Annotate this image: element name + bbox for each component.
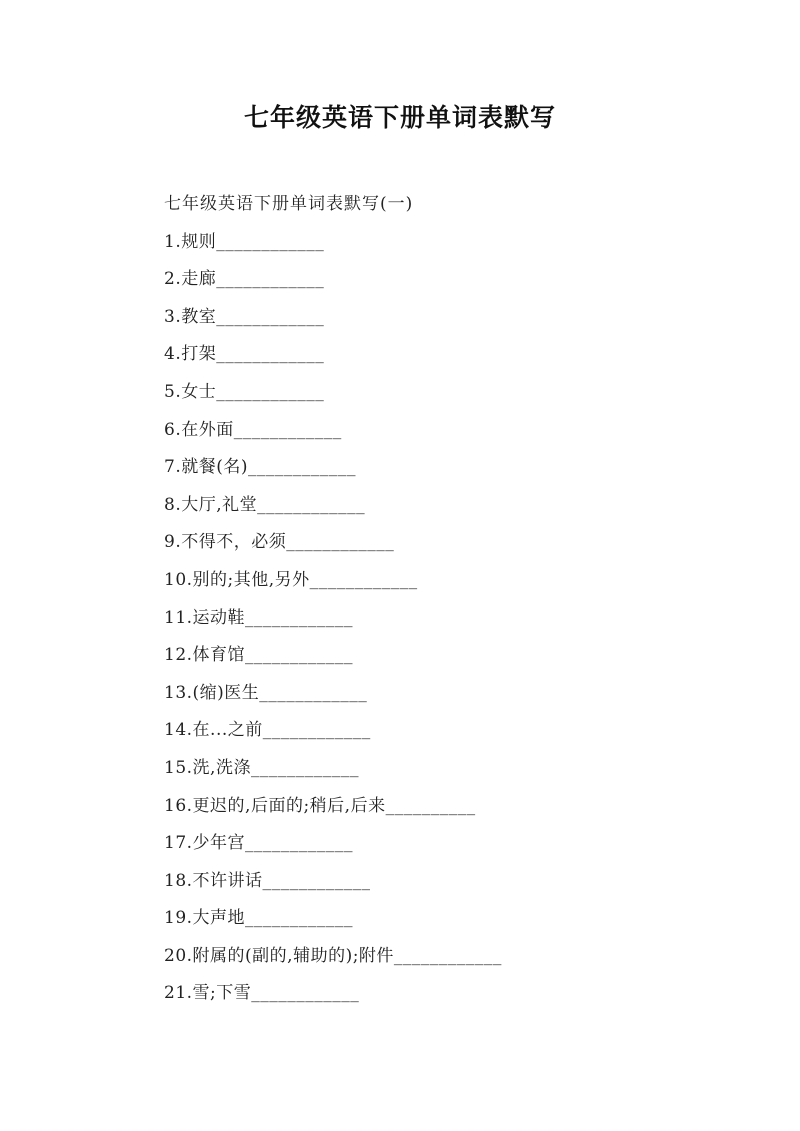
- vocab-item: 3.教室____________: [164, 306, 325, 327]
- document-title: 七年级英语下册单词表默写: [243, 103, 556, 132]
- vocab-item: 12.体育馆____________: [164, 645, 354, 666]
- vocab-item: 14.在...之前____________: [164, 720, 371, 741]
- vocab-item: 2.走廊____________: [164, 269, 325, 290]
- vocab-item: 21.雪;下雪____________: [164, 983, 360, 1004]
- vocab-item: 18.不许讲话____________: [164, 870, 371, 891]
- vocab-item: 5.女士____________: [164, 381, 325, 402]
- vocab-item: 9.不得不，必须____________: [164, 532, 395, 553]
- vocab-item: 1.规则____________: [164, 231, 325, 252]
- vocab-item: 4.打架____________: [164, 344, 325, 365]
- section-subtitle: 七年级英语下册单词表默写(一): [164, 194, 414, 214]
- vocab-item: 20.附属的(副的,辅助的);附件____________: [164, 945, 502, 966]
- vocab-item: 19.大声地____________: [164, 908, 354, 929]
- vocab-item: 15.洗,洗涤____________: [164, 757, 359, 778]
- vocab-item: 13.(缩)医生____________: [164, 682, 368, 703]
- vocab-item: 7.就餐(名)____________: [164, 457, 356, 478]
- vocabulary-section: [164, 186, 764, 1013]
- vocab-item: 11.运动鞋____________: [164, 607, 354, 628]
- vocab-item: 8.大厅,礼堂____________: [164, 494, 366, 515]
- vocab-item: 6.在外面____________: [164, 419, 342, 440]
- vocab-item: 10.别的;其他,另外____________: [164, 569, 418, 590]
- vocab-item: 16.更迟的,后面的;稍后,后来__________: [164, 795, 476, 816]
- vocab-item: 17.少年宫____________: [164, 833, 354, 854]
